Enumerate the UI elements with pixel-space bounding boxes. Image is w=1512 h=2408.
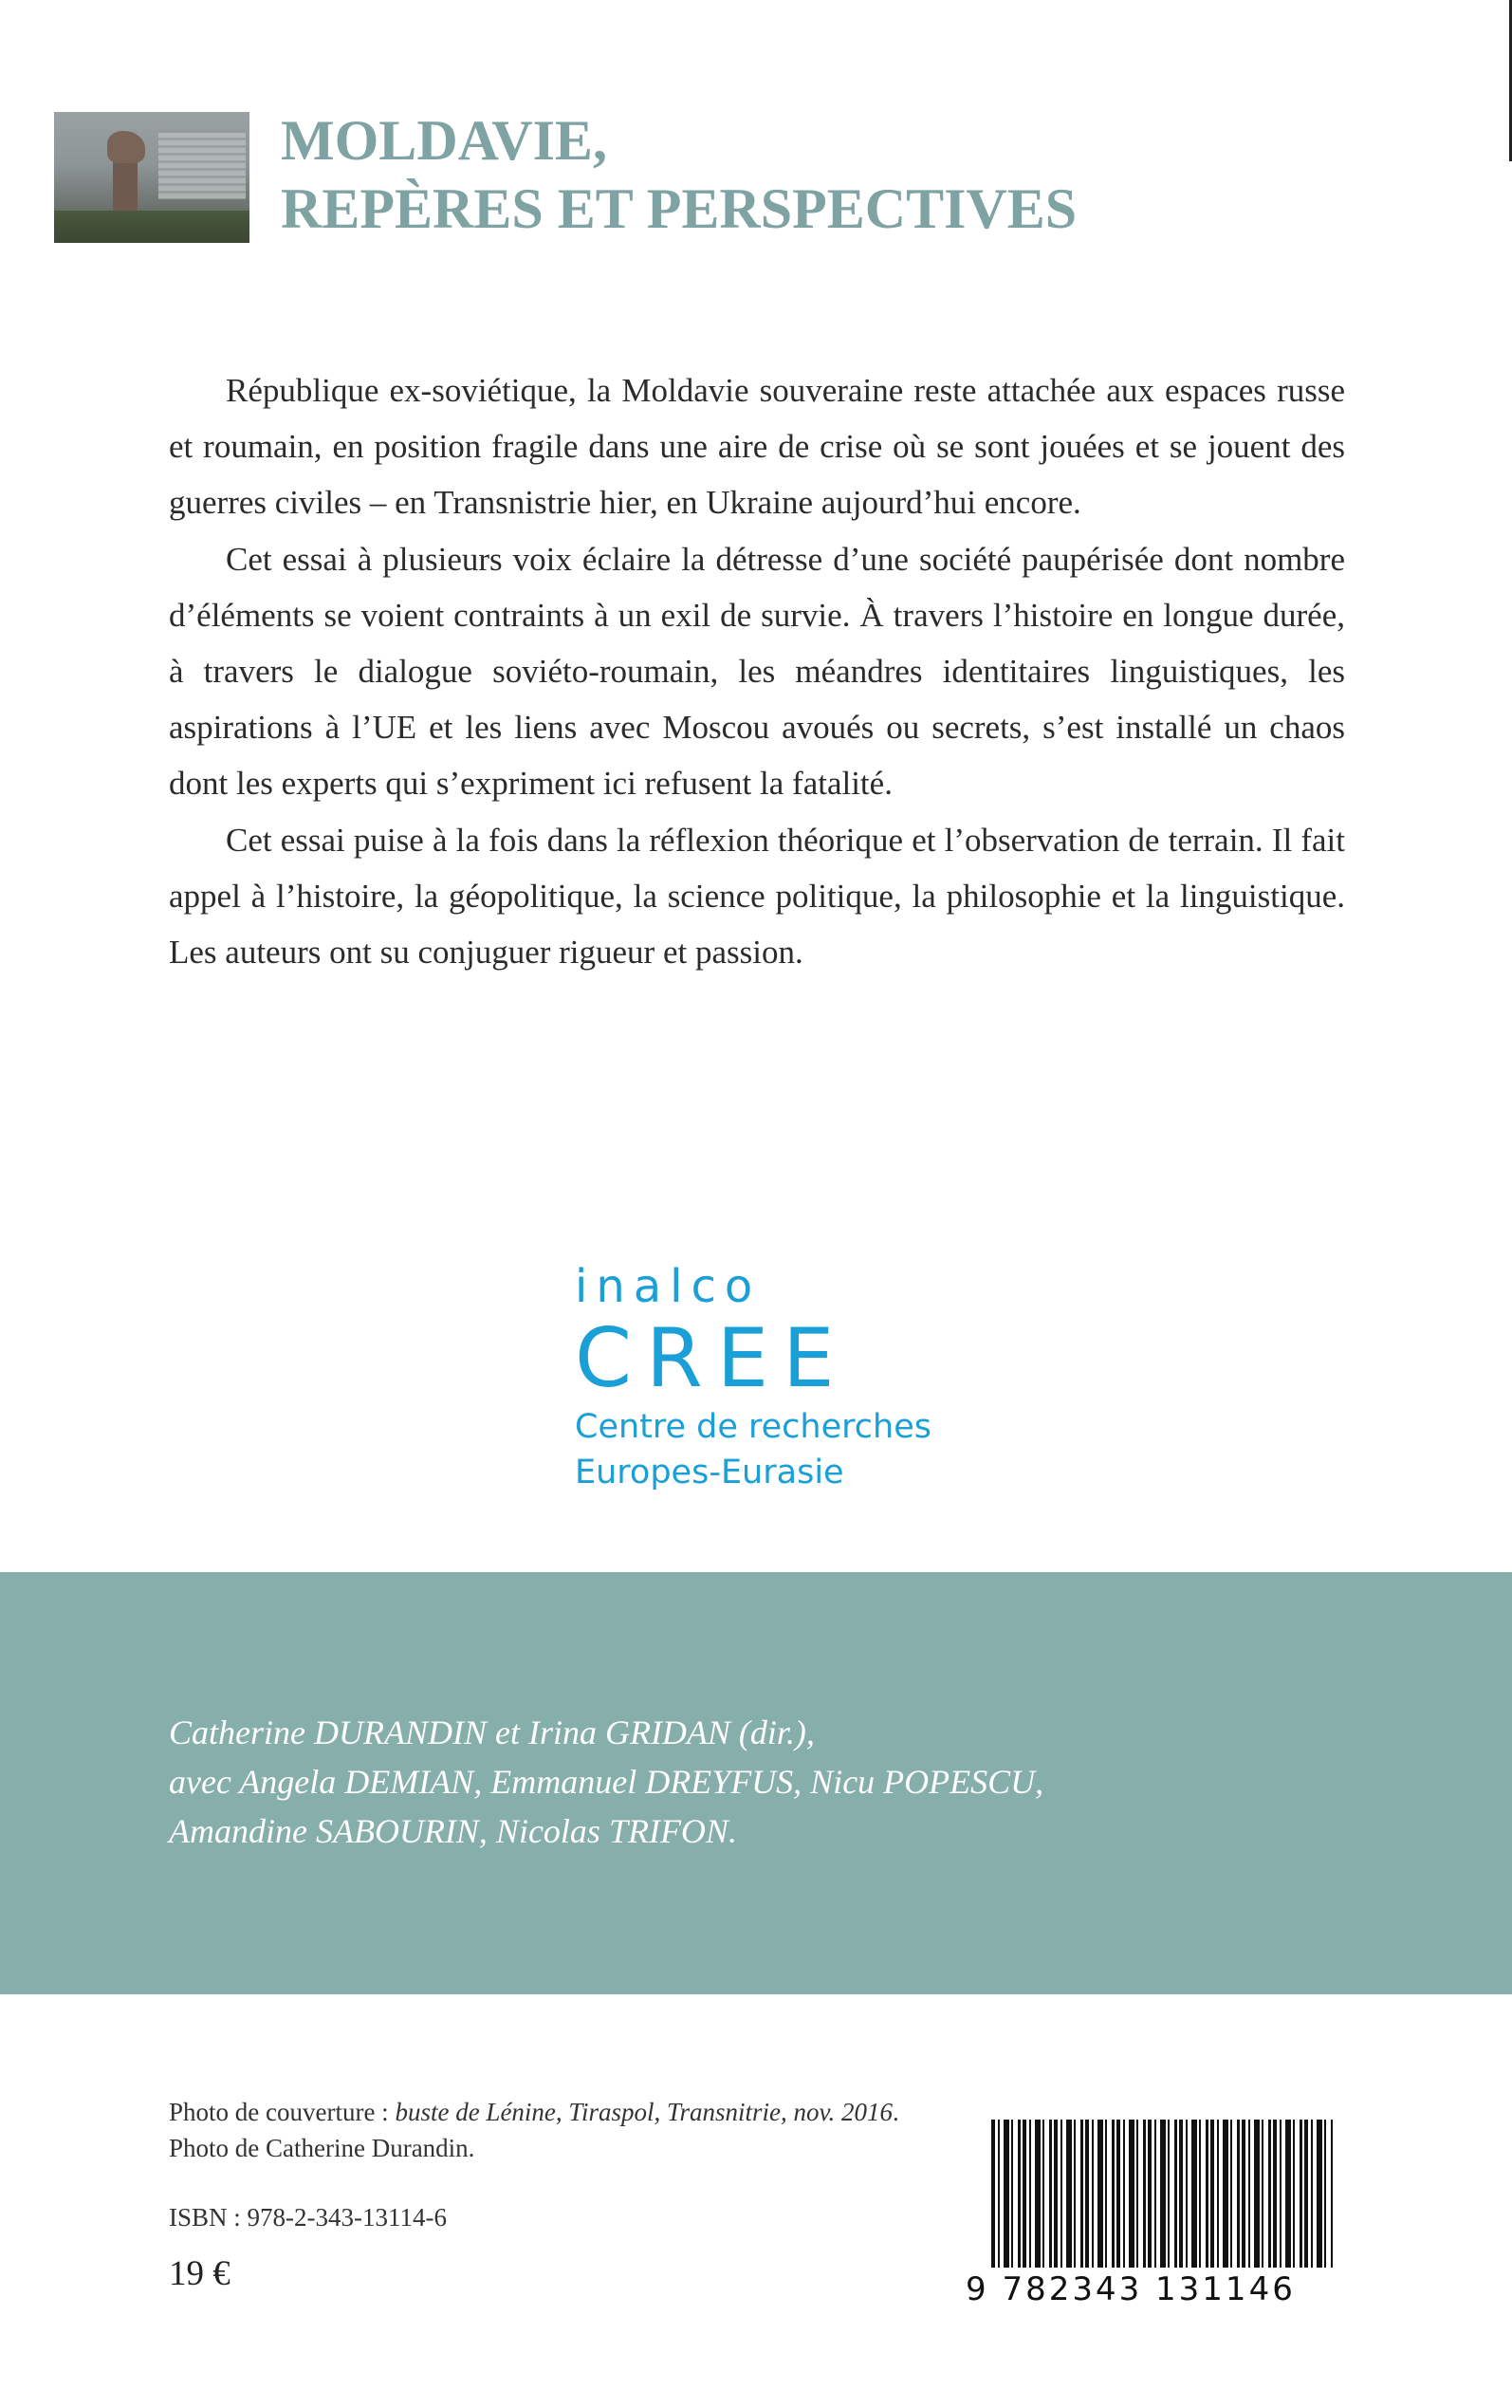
title-line-2: REPÈRES ET PERSPECTIVES — [281, 177, 1078, 240]
authors-line-3: Amandine SABOURIN, Nicolas TRIFON. — [169, 1812, 737, 1850]
photo-ground — [54, 211, 249, 243]
photo-statue-bust — [107, 131, 145, 163]
photo-credit — [169, 2094, 909, 2166]
credit-label: Photo de couverture : — [169, 2098, 396, 2126]
authors-line-2: avec Angela DEMIAN, Emmanuel DREYFUS, Nicu POPESCU, — [169, 1763, 1044, 1801]
book-title — [281, 106, 1077, 243]
blurb-paragraph-3: Cet essai puise à la fois dans la réflexion théorique et l’observation de terrain. Il fait appel à l’histoire, la géopolitique, la science politique, la philosophie et la linguistique. Les auteurs ont su conjuguer rigueur et passion. — [169, 821, 1345, 972]
credit-caption: buste de Lénine, Tiraspol, Transnitrie, nov. 2016 — [395, 2098, 893, 2126]
barcode — [991, 2120, 1333, 2268]
logo-subtitle-2: Europes-Eurasie — [575, 1454, 844, 1491]
blurb — [169, 362, 1345, 980]
logo-inalco: inalco — [575, 1260, 762, 1313]
isbn: ISBN : 978-2-343-13114-6 — [169, 2203, 447, 2232]
blurb-paragraph-1: République ex-soviétique, la Moldavie souveraine reste attachée aux espaces russe et roumain, en position fragile dans une aire de crise où se sont jouées et se jouent des guerres civiles – en Transnistrie hier, en Ukraine aujourd’hui encore. — [169, 372, 1345, 522]
cover-photo-thumbnail — [54, 112, 249, 243]
blurb-paragraph-2: Cet essai à plusieurs voix éclaire la détresse d’une société paupérisée dont nombre d’éléments se voient contraints à un exil de survie. À travers l’histoire en longue durée, à travers le dialogue soviéto-roumain, les méandres identitaires linguistiques, les aspirations à l’UE et les liens avec Moscou avoués ou secrets, s’est installé un chaos dont les experts qui s’expriment ici refusent la fatalité. — [169, 540, 1345, 803]
photo-statue-base — [113, 157, 138, 214]
price: 19 € — [169, 2254, 230, 2293]
inalco-cree-logo — [575, 1260, 931, 1495]
photo-building — [158, 133, 246, 199]
title-line-1: MOLDAVIE, — [281, 109, 607, 172]
logo-cree: CREE — [575, 1311, 849, 1406]
credit-photographer: . Photo de Catherine Durandin. — [169, 2098, 899, 2162]
barcode-number: 9 782343 131146 — [966, 2270, 1296, 2308]
authors-line-1: Catherine DURANDIN et Irina GRIDAN (dir.), — [169, 1713, 815, 1751]
authors-list — [169, 1708, 1043, 1856]
logo-subtitle-1: Centre de recherches — [575, 1408, 931, 1446]
